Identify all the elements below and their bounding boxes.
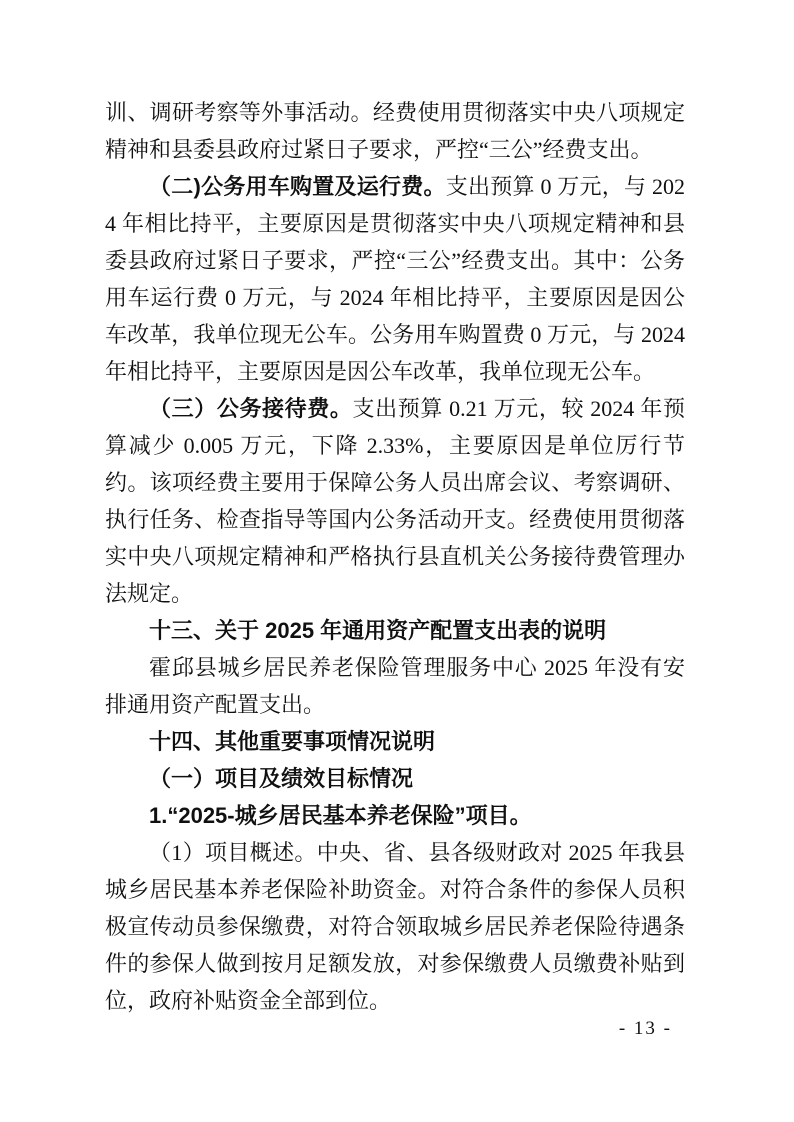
heading-project-performance: （一）项目及绩效目标情况: [149, 766, 414, 791]
paragraph-project-overview: （1）项目概述。中央、省、县各级财政对 2025 年我县城乡居民基本养老保险补助资金。对符合条件的参保人员积极宣传动员参保缴费，对符合领取城乡居民养老保险待遇条件的参保人做到按月足额发放，对参保缴费人员缴费补贴到位，政府补贴资金全部到位。: [105, 840, 685, 1013]
page-number: - 13 -: [618, 1018, 672, 1039]
paragraph-continuation: [105, 94, 685, 168]
paragraph-text: 支出预算 0 万元，与 2024 年相比持平，主要原因是贯彻落实中央八项规定精神和县委县政府过紧日子要求，严控“三公”经费支出。其中：公务用车运行费 0 万元，与 2024 年相比持平，主要原因是因公车改革，我单位现无公车。公务用车购置费 0 万元，与 2024 年相比持平，主要原因是因公车改革，我单位现无公车。: [105, 174, 685, 384]
heading-section-13: 十三、关于 2025 年通用资产配置支出表的说明: [149, 618, 607, 643]
paragraph-lead: （三）公务接待费。: [149, 396, 353, 421]
paragraph-vehicle-expense: [105, 168, 685, 390]
paragraph-text: 支出预算 0.21 万元，较 2024 年预算减少 0.005 万元，下降 2.33%，主要原因是单位厉行节约。该项经费主要用于保障公务人员出席会议、考察调研、执行任务、检查指导等国内公务活动开支。经费使用贯彻落实中央八项规定精神和严格执行县直机关公务接待费管理办法规定。: [105, 396, 685, 606]
paragraph-asset-allocation: 霍邱县城乡居民养老保险管理服务中心 2025 年没有安排通用资产配置支出。: [105, 655, 685, 717]
paragraph-text: 训、调研考察等外事活动。经费使用贯彻落实中央八项规定精神和县委县政府过紧日子要求，严控“三公”经费支出。: [105, 100, 685, 162]
heading-section-14: 十四、其他重要事项情况说明: [149, 729, 436, 754]
paragraph-reception-expense: [105, 390, 685, 612]
document-body: [105, 94, 685, 1019]
heading-project-pension: 1.“2025-城乡居民基本养老保险”项目。: [149, 803, 532, 828]
paragraph-lead: （二)公务用车购置及运行费。: [149, 174, 446, 199]
